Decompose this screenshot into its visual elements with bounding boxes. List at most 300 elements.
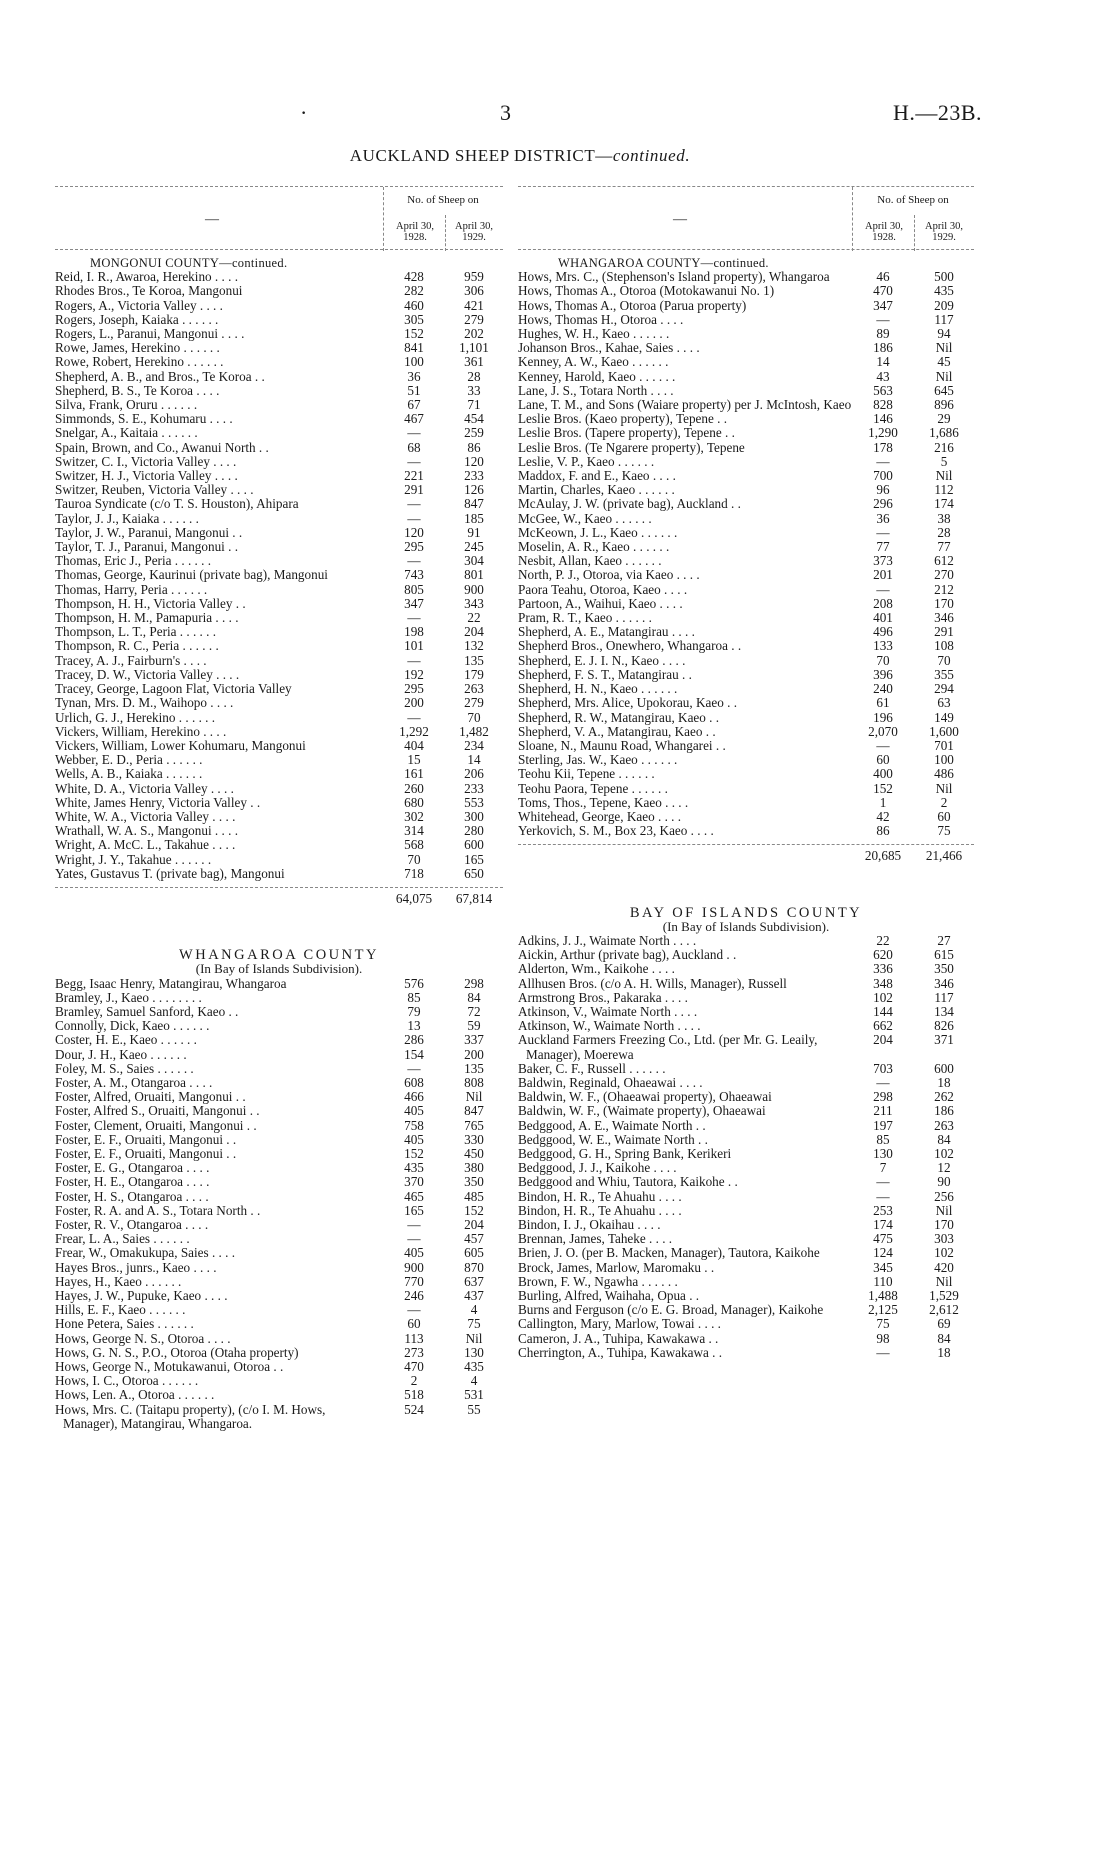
sheep-1928-cell: 152 xyxy=(404,326,424,342)
table-row xyxy=(55,441,503,455)
sheep-1929-cell: 233 xyxy=(464,468,484,484)
table-row xyxy=(518,1005,974,1019)
sheep-1928-cell: 524 xyxy=(404,1401,424,1417)
owner-cell: Hayes, J. W., Pupuke, Kaeo . . . . xyxy=(55,1289,228,1304)
sheep-1928-cell: 46 xyxy=(876,269,890,285)
table-row xyxy=(518,1076,974,1090)
sheep-1929-cell: 435 xyxy=(934,283,954,299)
owner-cell: Bedggood, W. E., Waimate North . . xyxy=(518,1132,708,1147)
owner-cell: Hughes, W. H., Kaeo . . . . . . xyxy=(518,327,670,342)
table-row xyxy=(55,512,503,526)
sheep-1928-cell: 165 xyxy=(404,1202,424,1218)
owner-cell: Thompson, H. H., Victoria Valley . . xyxy=(55,596,246,611)
sheep-1928-cell: 120 xyxy=(404,524,424,540)
sheep-1928-cell: 662 xyxy=(873,1018,893,1034)
owner-cell: Teohu Paora, Tepene . . . . . . xyxy=(518,781,668,796)
sheep-1928-cell: 405 xyxy=(404,1131,424,1147)
sheep-1929-cell: 900 xyxy=(464,581,484,597)
owner-cell: Foster, E. F., Oruaiti, Mangonui . . xyxy=(55,1146,237,1161)
table-row xyxy=(55,355,503,369)
owner-cell: Snelgar, A., Kaitaia . . . . . . xyxy=(55,426,198,441)
owner-cell: Armstrong Bros., Pakaraka . . . . xyxy=(518,990,688,1005)
sheep-1929-cell: 174 xyxy=(934,496,954,512)
table-row xyxy=(55,1303,503,1317)
sheep-1929-cell: 1,529 xyxy=(929,1288,959,1304)
sheep-1928-cell: 174 xyxy=(873,1217,893,1232)
sheep-1928-cell: — xyxy=(407,1302,421,1318)
sheep-1929-cell: 486 xyxy=(934,766,954,782)
sheep-1929-cell: 645 xyxy=(934,382,954,398)
table-row xyxy=(55,654,503,668)
table-row xyxy=(55,568,503,582)
owner-cell: Brennan, James, Taheke . . . . xyxy=(518,1232,673,1247)
owner-cell: Tracey, D. W., Victoria Valley . . . . xyxy=(55,667,240,682)
sheep-1928-cell: 770 xyxy=(404,1273,424,1289)
table-row xyxy=(518,299,974,313)
owner-cell: Thompson, L. T., Peria . . . . . . xyxy=(55,625,217,640)
owner-cell: Hone Petera, Saies . . . . . . xyxy=(55,1317,194,1332)
sheep-1929-cell: 4 xyxy=(470,1373,478,1389)
sheep-1929-cell: 134 xyxy=(934,1003,954,1019)
sheep-1929-cell: 2 xyxy=(940,794,948,810)
sheep-1929-cell: 300 xyxy=(464,808,484,824)
owner-cell: White, W. A., Victoria Valley . . . . xyxy=(55,809,236,824)
sheep-1929-cell: 102 xyxy=(934,1245,954,1261)
sheep-1929-cell: 450 xyxy=(464,1145,484,1161)
table-row xyxy=(518,824,974,838)
sheep-1928-cell: 98 xyxy=(876,1330,890,1346)
table-row xyxy=(518,1175,974,1189)
sheep-1929-cell: 84 xyxy=(937,1330,951,1346)
owner-cell: Burns and Ferguson (c/o E. G. Broad, Manager), Kaikohe xyxy=(518,1303,824,1318)
left-rows-2 xyxy=(55,977,503,1432)
sheep-1928-cell: 240 xyxy=(873,681,893,697)
sheep-1929-cell: 361 xyxy=(464,354,484,370)
sheep-1928-cell: 77 xyxy=(876,539,890,555)
table-row xyxy=(518,398,974,412)
sheep-1929-cell: 350 xyxy=(464,1174,484,1190)
sheep-1929-cell: 5 xyxy=(940,453,948,469)
table-row xyxy=(55,483,503,497)
table-row xyxy=(55,284,503,298)
sheep-1928-cell: 405 xyxy=(404,1103,424,1119)
sheep-1929-cell: 263 xyxy=(934,1117,954,1133)
sheep-1929-cell: 847 xyxy=(464,496,484,512)
section-subheading-2: (In Bay of Islands Subdivision). xyxy=(662,918,830,934)
table-row xyxy=(518,1289,974,1303)
owner-cell: Hows, Thomas A., Otoroa (Motokawanui No. 1) xyxy=(518,284,775,299)
table-row xyxy=(55,1246,503,1260)
sheep-1929-cell: 500 xyxy=(934,269,954,285)
section-heading-2: BAY OF ISLANDS COUNTY xyxy=(629,904,863,921)
sheep-1928-cell: 67 xyxy=(407,397,421,413)
owner-cell: Wells, A. B., Kaiaka . . . . . . xyxy=(55,767,203,782)
table-row xyxy=(55,341,503,355)
owner-cell: Rogers, Joseph, Kaiaka . . . . . . xyxy=(55,312,219,327)
table-row xyxy=(518,540,974,554)
sheep-1929-cell: 212 xyxy=(934,581,954,597)
sheep-1929-cell: 130 xyxy=(464,1344,484,1360)
table-row xyxy=(518,412,974,426)
sheep-1928-cell: 475 xyxy=(873,1231,893,1247)
sheep-1929-cell: 102 xyxy=(934,1145,954,1161)
sheep-1929-cell: 765 xyxy=(464,1117,484,1133)
sheep-1928-cell: 192 xyxy=(404,666,424,682)
sheep-1929-cell: 346 xyxy=(934,610,954,626)
owner-cell: Switzer, C. I., Victoria Valley . . . . xyxy=(55,454,237,469)
sheep-1928-cell: 405 xyxy=(404,1245,424,1261)
owner-cell: Shepherd, B. S., Te Koroa . . . . xyxy=(55,383,220,398)
owner-cell: Baldwin, W. F., (Waimate property), Ohaeawai xyxy=(518,1104,766,1119)
owner-cell: Hayes Bros., junrs., Kaeo . . . . xyxy=(55,1260,217,1275)
sheep-1929-cell: 84 xyxy=(937,1131,951,1147)
sheep-1928-cell: 246 xyxy=(404,1288,424,1304)
owner-cell: Hows, Thomas A., Otoroa (Parua property) xyxy=(518,298,747,313)
sheep-1928-cell: 841 xyxy=(404,340,424,356)
sheep-1928-cell: 133 xyxy=(873,638,893,654)
table-row xyxy=(518,497,974,511)
page-number: 3 xyxy=(500,100,511,125)
owner-cell: Shepherd, V. A., Matangirau, Kaeo . . xyxy=(518,724,716,739)
left-total-row xyxy=(55,887,503,906)
owner-cell: Hills, E. F., Kaeo . . . . . . xyxy=(55,1303,186,1318)
sheep-1928-cell: 36 xyxy=(407,368,421,384)
owner-cell: Kenney, A. W., Kaeo . . . . . . xyxy=(518,355,669,370)
owner-cell: Foster, R. V., Otangaroa . . . . xyxy=(55,1218,209,1232)
owner-cell: Yates, Gustavus T. (private bag), Mangonui xyxy=(55,866,285,881)
sheep-1929-cell: 435 xyxy=(464,1359,484,1375)
sheep-1928-cell: 286 xyxy=(404,1032,424,1048)
owner-cell: Spain, Brown, and Co., Awanui North . . xyxy=(55,440,269,455)
owner-cell: Foley, M. S., Saies . . . . . . xyxy=(55,1061,194,1076)
owner-cell: Silva, Frank, Oruru . . . . . . xyxy=(55,398,198,413)
table-row xyxy=(55,867,503,881)
sheep-1929-cell: 245 xyxy=(464,539,484,555)
sheep-1929-cell: 75 xyxy=(937,823,951,839)
table-row xyxy=(55,1332,503,1346)
table-row xyxy=(55,1076,503,1090)
sheep-1928-cell: 1 xyxy=(879,794,887,810)
table-row xyxy=(55,1360,503,1374)
sheep-1928-cell: 36 xyxy=(876,510,890,526)
sheep-1929-cell: 808 xyxy=(464,1074,484,1090)
owner-cell: Sloane, N., Maunu Road, Whangarei . . xyxy=(518,738,726,753)
table-row xyxy=(518,554,974,568)
table-row xyxy=(55,824,503,838)
sheep-1929-cell: 1,600 xyxy=(929,723,959,739)
sheep-1928-cell: 700 xyxy=(873,468,893,484)
sheep-1928-cell: — xyxy=(876,1174,890,1190)
table-row xyxy=(55,611,503,625)
sheep-1929-cell: 152 xyxy=(464,1202,484,1218)
sheep-1928-cell: 1,292 xyxy=(399,723,429,739)
table-row xyxy=(55,1090,503,1104)
section-heading-2: WHANGAROA COUNTY xyxy=(179,947,379,964)
sheep-1928-cell: 178 xyxy=(873,439,893,455)
owner-cell: Baldwin, W. F., (Ohaeawai property), Ohaeawai xyxy=(518,1090,772,1105)
owner-cell: Wrathall, W. A. S., Mangonui . . . . xyxy=(55,824,238,839)
owner-cell: Shepherd, Mrs. Alice, Upokorau, Kaeo . . xyxy=(518,696,738,711)
table-row xyxy=(518,1246,974,1260)
table-row xyxy=(55,753,503,767)
table-row xyxy=(518,284,974,298)
sheep-1929-cell: 343 xyxy=(464,595,484,611)
sheep-1928-cell: 467 xyxy=(404,411,424,427)
table-row xyxy=(55,1388,503,1402)
sheep-1929-cell: 14 xyxy=(467,752,481,768)
table-row xyxy=(55,426,503,440)
owner-cell: Shepherd, A. E., Matangirau . . . . xyxy=(518,625,695,640)
table-row xyxy=(518,782,974,796)
sheep-1928-cell: 110 xyxy=(873,1273,893,1289)
table-row xyxy=(55,1218,503,1232)
owner-cell: Kenney, Harold, Kaeo . . . . . . xyxy=(518,369,676,384)
table-row xyxy=(518,270,974,284)
sheep-1929-cell: 355 xyxy=(934,666,954,682)
sheep-1929-cell: 75 xyxy=(467,1316,481,1332)
header-col2: April 30, 1929. xyxy=(925,221,963,243)
table-row xyxy=(518,810,974,824)
sheep-1928-cell: — xyxy=(876,581,890,597)
sheep-1929-cell: 86 xyxy=(467,439,481,455)
sheep-1928-cell: 518 xyxy=(404,1387,424,1403)
sheep-1928-cell: 89 xyxy=(876,326,890,342)
table-row xyxy=(518,441,974,455)
table-row xyxy=(55,682,503,696)
sheep-1928-cell: 743 xyxy=(404,567,424,583)
sheep-1929-cell: 70 xyxy=(937,652,951,668)
sheep-1929-cell: 304 xyxy=(464,553,484,569)
sheep-1929-cell: 263 xyxy=(464,681,484,697)
owner-cell: Bedggood, A. E., Waimate North . . xyxy=(518,1118,706,1133)
sheep-1928-cell: 200 xyxy=(404,695,424,711)
sheep-1929-cell: 531 xyxy=(464,1387,484,1403)
owner-cell: Tracey, George, Lagoon Flat, Victoria Valley xyxy=(55,682,292,697)
owner-cell: Cherrington, A., Tuhipa, Kawakawa . . xyxy=(518,1345,723,1360)
owner-cell: Paora Teahu, Otoroa, Kaeo . . . . xyxy=(518,582,688,597)
sheep-1928-cell: — xyxy=(876,1074,890,1090)
sheep-1928-cell: 144 xyxy=(873,1003,893,1019)
owner-cell: Lane, J. S., Totara North . . . . xyxy=(518,383,674,398)
sheep-1929-cell: Nil xyxy=(465,1089,483,1105)
sheep-1929-cell: 337 xyxy=(464,1032,484,1048)
table-row xyxy=(55,1204,503,1218)
sheep-1928-cell: 161 xyxy=(404,766,424,782)
sheep-1928-cell: 401 xyxy=(873,610,893,626)
sheep-1929-cell: 371 xyxy=(934,1032,954,1048)
table-row xyxy=(55,1062,503,1076)
owner-cell: Rowe, James, Herekino . . . . . . xyxy=(55,341,220,356)
sheep-1929-cell: 18 xyxy=(937,1074,951,1090)
owner-cell: Baldwin, Reginald, Ohaeawai . . . . xyxy=(518,1075,703,1090)
sheep-1929-cell: 262 xyxy=(934,1089,954,1105)
sheep-1928-cell: 435 xyxy=(404,1160,424,1176)
table-row xyxy=(518,654,974,668)
sheep-1928-cell: 302 xyxy=(404,808,424,824)
total-1929: 67,814 xyxy=(455,890,493,906)
owner-cell: Thomas, Harry, Peria . . . . . . xyxy=(55,582,208,597)
sheep-1929-cell: 28 xyxy=(467,368,481,384)
owner-cell: Hows, Mrs. C., (Stephenson's Island property), Whangaroa xyxy=(518,270,830,285)
left-table-header xyxy=(55,186,503,250)
sheep-1929-cell: 70 xyxy=(467,709,481,725)
owner-cell: Shepherd, R. W., Matangirau, Kaeo . . xyxy=(518,710,720,725)
owner-cell: White, James Henry, Victoria Valley . . xyxy=(55,795,261,810)
table-row xyxy=(55,1261,503,1275)
owner-cell: Tauroa Syndicate (c/o T. S. Houston), Ahipara xyxy=(55,497,299,512)
sheep-1929-cell: 485 xyxy=(464,1188,484,1204)
sheep-1928-cell: 568 xyxy=(404,837,424,853)
sheep-1928-cell: 1,290 xyxy=(868,425,898,441)
sheep-1929-cell: 170 xyxy=(934,1217,954,1232)
owner-cell: Bedggood and Whiu, Tautora, Kaikohe . . xyxy=(518,1175,738,1190)
table-row xyxy=(55,991,503,1005)
sheep-1928-cell: 113 xyxy=(404,1330,424,1346)
owner-cell: Foster, H. S., Otangaroa . . . . xyxy=(55,1189,209,1204)
owner-cell: Taylor, J. W., Paranui, Mangonui . . xyxy=(55,525,243,540)
sheep-1929-cell: 350 xyxy=(934,961,954,977)
owner-cell: Wright, J. Y., Takahue . . . . . . xyxy=(55,852,212,867)
sheep-1929-cell: 280 xyxy=(464,823,484,839)
owner-cell: Foster, R. A. and A. S., Totara North . . xyxy=(55,1203,261,1218)
owner-cell: Toms, Thos., Tepene, Kaeo . . . . xyxy=(518,795,689,810)
owner-cell: Hows, I. C., Otoroa . . . . . . xyxy=(55,1374,199,1389)
table-row xyxy=(518,1090,974,1104)
owner-cell: Bedggood, G. H., Spring Bank, Kerikeri xyxy=(518,1146,732,1161)
owner-cell: Lane, T. M., and Sons (Waiare property) per J. McIntosh, Kaeo xyxy=(518,398,852,413)
margin-dot: · xyxy=(300,100,308,125)
sheep-1928-cell: 608 xyxy=(404,1074,424,1090)
owner-cell: Hows, George N., Motukawanui, Otoroa . . xyxy=(55,1360,284,1375)
sheep-1929-cell: 22 xyxy=(467,610,481,626)
table-row xyxy=(55,725,503,739)
sheep-1929-cell: 256 xyxy=(934,1188,954,1204)
total-1928: 20,685 xyxy=(864,848,902,864)
table-row xyxy=(55,838,503,852)
owner-cell: Yerkovich, S. M., Box 23, Kaeo . . . . xyxy=(518,824,714,839)
table-row xyxy=(518,668,974,682)
sheep-1928-cell: — xyxy=(876,311,890,327)
table-row xyxy=(518,696,974,710)
sheep-1929-cell: Nil xyxy=(935,468,953,484)
table-row xyxy=(518,1317,974,1331)
sheep-1928-cell: 60 xyxy=(876,752,890,768)
sheep-1929-cell: 185 xyxy=(464,510,484,526)
owner-cell: Leslie Bros. (Kaeo property), Tepene . . xyxy=(518,412,728,427)
sheep-1929-cell: 204 xyxy=(464,624,484,640)
sheep-1929-cell: 18 xyxy=(937,1344,951,1360)
sheep-1928-cell: 253 xyxy=(873,1202,893,1218)
sheep-1929-cell: 72 xyxy=(467,1003,481,1019)
table-row xyxy=(55,1346,503,1360)
sheep-1929-cell: 637 xyxy=(464,1273,484,1289)
sheep-1928-cell: 296 xyxy=(873,496,893,512)
table-row xyxy=(518,725,974,739)
table-row xyxy=(55,270,503,284)
sheep-1928-cell: 305 xyxy=(404,311,424,327)
table-row xyxy=(55,327,503,341)
owner-cell: Leslie Bros. (Te Ngarere property), Tepene xyxy=(518,440,745,455)
owner-cell: Maddox, F. and E., Kaeo . . . . xyxy=(518,469,676,484)
sheep-1929-cell: 600 xyxy=(464,837,484,853)
table-row xyxy=(518,934,974,948)
sheep-1928-cell: 201 xyxy=(873,567,893,583)
owner-cell: Wright, A. McC. L., Takahue . . . . xyxy=(55,838,236,853)
sheep-1928-cell: 2,125 xyxy=(868,1302,898,1318)
owner-cell: Foster, E. F., Oruaiti, Mangonui . . xyxy=(55,1132,237,1147)
table-row xyxy=(518,370,974,384)
sheep-1929-cell: 270 xyxy=(934,567,954,583)
sheep-1929-cell: Nil xyxy=(935,780,953,796)
owner-cell: Shepherd, H. N., Kaeo . . . . . . xyxy=(518,682,678,697)
sheep-1929-cell: 605 xyxy=(464,1245,484,1261)
sheep-1928-cell: 70 xyxy=(407,851,421,867)
sheep-1929-cell: 28 xyxy=(937,524,951,540)
owner-cell: Johanson Bros., Kahae, Saies . . . . xyxy=(518,341,700,356)
table-row xyxy=(55,1104,503,1118)
owner-cell: McGee, W., Kaeo . . . . . . xyxy=(518,511,652,526)
sheep-1928-cell: 1,488 xyxy=(868,1288,898,1304)
owner-cell: White, D. A., Victoria Valley . . . . xyxy=(55,781,234,796)
table-row xyxy=(55,1175,503,1189)
owner-cell: Thomas, George, Kaurinui (private bag), Mangonui xyxy=(55,568,328,583)
owner-cell: Martin, Charles, Kaeo . . . . . . xyxy=(518,483,675,498)
table-row xyxy=(55,1048,503,1062)
sheep-1928-cell: 470 xyxy=(404,1359,424,1375)
sheep-1928-cell: 61 xyxy=(876,695,890,711)
sheep-1929-cell: 94 xyxy=(937,326,951,342)
owner-cell: Hows, Thomas H., Otoroa . . . . xyxy=(518,312,684,327)
sheep-1929-cell: 294 xyxy=(934,681,954,697)
table-row xyxy=(518,1161,974,1175)
sheep-1928-cell: — xyxy=(407,496,421,512)
owner-cell: McAulay, J. W. (private bag), Auckland . . xyxy=(518,497,741,512)
sheep-1929-cell: 896 xyxy=(934,397,954,413)
sheep-1929-cell: 870 xyxy=(464,1259,484,1275)
sheep-1928-cell: — xyxy=(407,1060,421,1076)
table-row xyxy=(55,554,503,568)
sheep-1928-cell: 22 xyxy=(876,932,890,948)
sheep-1928-cell: 2 xyxy=(410,1373,418,1389)
table-row xyxy=(55,782,503,796)
table-row xyxy=(55,398,503,412)
sheep-1928-cell: 152 xyxy=(873,780,893,796)
right-column xyxy=(518,186,974,1360)
owner-cell: Hows, G. N. S., P.O., Otoroa (Otaha property) xyxy=(55,1345,299,1360)
sheep-1929-cell: 126 xyxy=(464,482,484,498)
owner-cell: Foster, E. G., Otangaroa . . . . xyxy=(55,1161,210,1176)
sheep-1929-cell: 108 xyxy=(934,638,954,654)
sheep-1928-cell: 124 xyxy=(873,1245,893,1261)
sheep-1928-cell: — xyxy=(407,453,421,469)
sheep-1928-cell: — xyxy=(407,652,421,668)
sheep-1929-cell: 132 xyxy=(464,638,484,654)
owner-cell: Vickers, William, Herekino . . . . xyxy=(55,724,227,739)
sheep-1929-cell: 206 xyxy=(464,766,484,782)
sheep-1929-cell: 279 xyxy=(464,695,484,711)
table-row xyxy=(55,711,503,725)
sheep-1928-cell: 2,070 xyxy=(868,723,898,739)
owner-cell: Atkinson, W., Waimate North . . . . xyxy=(518,1019,701,1034)
owner-cell: Webber, E. D., Peria . . . . . . xyxy=(55,753,203,768)
owner-cell: Foster, Clement, Oruaiti, Mangonui . . xyxy=(55,1118,257,1133)
sheep-1928-cell: 51 xyxy=(407,382,421,398)
sheep-1928-cell: 101 xyxy=(404,638,424,654)
sheep-1928-cell: 208 xyxy=(873,595,893,611)
owner-cell: Shepherd, A. B., and Bros., Te Koroa . . xyxy=(55,369,265,384)
owner-cell: Tracey, A. J., Fairburn's . . . . xyxy=(55,653,207,668)
sheep-1928-cell: 282 xyxy=(404,283,424,299)
